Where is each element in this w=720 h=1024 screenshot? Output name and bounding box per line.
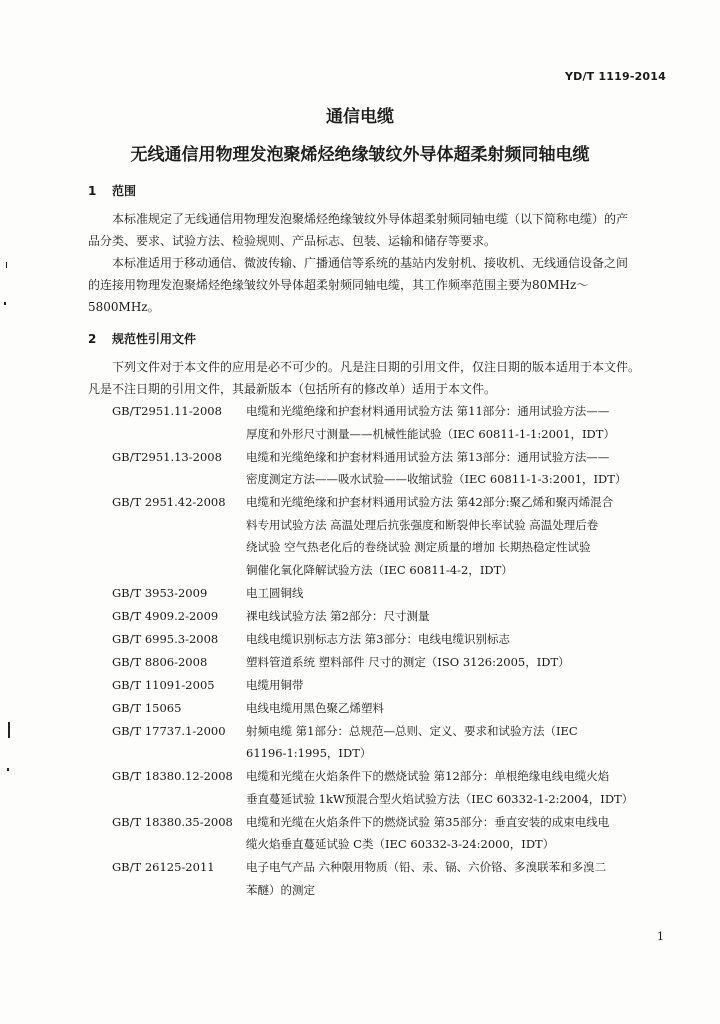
text-line: 5800MHz。 [88,300,160,314]
text-line: 本标准适用于移动通信、微波传输、广播通信等系统的基站内发射机、接收机、无线通信设备之间 [112,256,629,270]
reference-code: GB/T 11091-2005 [112,677,215,692]
scan-speck [4,302,6,305]
reference-item [112,491,662,581]
text-line: 下列文件对于本文件的应用是必不可少的。凡是注日期的引用文件，仅注日期的版本适用于本文件。 [112,360,641,374]
reference-title [246,811,662,856]
reference-code: GB/T 18380.35-2008 [112,814,233,829]
text-line: 厚度和外形尺寸测量——机械性能试验（IEC 60811-1-1:2001，IDT） [246,426,615,441]
text-line: 垂直蔓延试验 1kW预混合型火焰试验方法（IEC 60332-1-2:2004，IDT） [246,791,634,806]
reference-title [246,400,662,445]
scan-speck [7,768,9,771]
text-line: 缆火焰垂直蔓延试验 C类（IEC 60332-3-24:2000，IDT） [246,837,555,851]
reference-code: GB/T 8806-2008 [112,654,208,669]
text-line: 苯醚）的测定 [246,882,315,897]
text-line: 电缆和光缆绝缘和护套材料通用试验方法 第42部分:聚乙烯和聚丙烯混合 [246,495,614,509]
reference-code: GB/T 17737.1-2000 [112,723,226,738]
reference-title [246,697,662,720]
text-line: 电缆和光缆绝缘和护套材料通用试验方法 第13部分：通用试验方法—— [246,449,610,464]
section-number: 2 [88,332,97,346]
reference-title [246,856,662,901]
text-line: 本标准规定了无线通信用物理发泡聚烯烃绝缘皱纹外导体超柔射频同轴电缆（以下简称电缆）的产 [112,212,629,226]
text-line: 绕试验 空气热老化后的卷绕试验 测定质量的增加 长期热稳定性试验 [246,540,591,554]
reference-code: GB/T2951.13-2008 [112,449,222,464]
text-line: 的连接用物理发泡聚烯烃绝缘皱纹外导体超柔射频同轴电缆，其工作频率范围主要为80MHz～ [88,278,589,292]
reference-code: GB/T 18380.12-2008 [112,769,233,783]
reference-code: GB/T 15065 [112,700,182,715]
reference-title [246,582,662,605]
reference-code: GB/T 2951.42-2008 [112,495,226,509]
scan-speck [8,722,10,738]
reference-item [112,446,662,491]
reference-title [246,628,662,651]
text-line: 裸电线试验方法 第2部分：尺寸测量 [246,608,430,623]
text-line: 塑料管道系统 塑料部件 尺寸的测定（ISO 3126:2005，IDT） [246,654,570,669]
text-line: 密度测定方法——吸水试验——收缩试验（IEC 60811-1-3:2001，IDT） [246,472,627,486]
section-number: 1 [88,184,97,198]
section-heading-scope [88,182,136,199]
scan-speck [6,262,7,268]
reference-item [112,674,662,697]
text-line: 射频电缆 第1部分：总规范—总则、定义、要求和试验方法（IEC [246,723,578,738]
reference-title [246,651,662,674]
reference-item [112,720,662,765]
document-title: 无线通信用物理发泡聚烯烃绝缘皱纹外导体超柔射频同轴电缆 [130,145,590,165]
text-line: 铜催化氧化降解试验方法（IEC 60811-4-2，IDT） [246,562,513,577]
reference-title [246,765,662,810]
text-line: 61196-1:1995，IDT） [246,746,372,760]
reference-title [246,674,662,697]
reference-code: GB/T 3953-2009 [112,585,208,600]
text-line: 电缆和光缆在火焰条件下的燃烧试验 第12部分：单根绝缘电线电缆火焰 [246,769,610,783]
text-line: 品分类、要求、试验方法、检验规则、产品标志、包装、运输和储存等要求。 [88,234,497,248]
section-title: 规范性引用文件 [112,332,197,346]
reference-code: GB/T 4909.2-2009 [112,608,219,623]
reference-item [112,400,662,445]
page-number: 1 [657,930,664,943]
reference-list [112,400,662,902]
text-line: 电缆和光缆绝缘和护套材料通用试验方法 第11部分：通用试验方法—— [246,404,610,418]
text-line: 电子电气产品 六种限用物质（铅、汞、镉、六价铬、多溴联苯和多溴二 [246,860,607,874]
text-line: 电缆用铜带 [246,677,304,692]
text-line: 料专用试验方法 高温处理后抗张强度和断裂伸长率试验 高温处理后卷 [246,517,599,532]
section-heading-references [88,330,196,347]
text-line: 电线电缆识别标志方法 第3部分：电线电缆识别标志 [246,631,510,646]
reference-item [112,605,662,628]
scope-paragraph-1 [88,208,663,252]
reference-code: GB/T 26125-2011 [112,860,215,874]
reference-code: GB/T 6995.3-2008 [112,631,219,646]
reference-item [112,697,662,720]
reference-code: GB/T2951.11-2008 [112,404,222,418]
text-line: 电线电缆用黑色聚乙烯塑料 [246,700,384,715]
document-category: 通信电缆 [326,107,394,127]
references-intro [88,356,663,400]
reference-title [246,720,662,765]
reference-item [112,856,662,901]
reference-item [112,811,662,856]
scope-paragraph-2 [88,252,663,318]
reference-title [246,605,662,628]
reference-item [112,651,662,674]
reference-item [112,628,662,651]
reference-title [246,446,662,491]
reference-title [246,491,662,581]
text-line: 电工圆铜线 [246,585,304,600]
text-line: 凡是不注日期的引用文件，其最新版本（包括所有的修改单）适用于本文件。 [88,382,497,396]
section-title: 范围 [112,184,137,198]
text-line: 电缆和光缆在火焰条件下的燃烧试验 第35部分：垂直安装的成束电线电 [246,814,610,829]
standard-code: YD/T 1119-2014 [564,70,666,83]
reference-item [112,765,662,810]
reference-item [112,582,662,605]
